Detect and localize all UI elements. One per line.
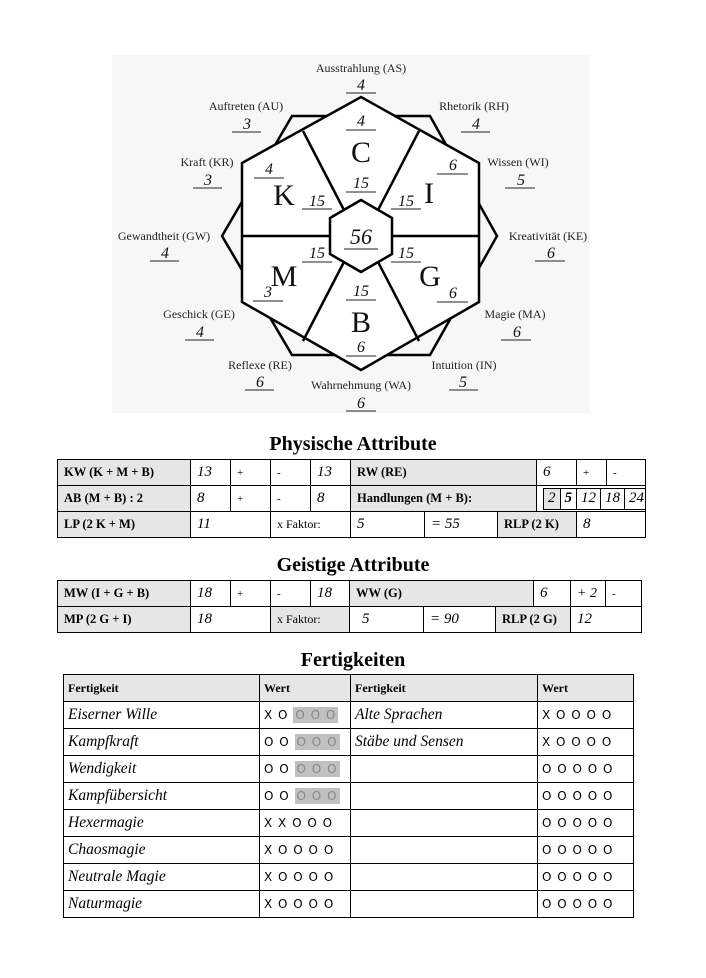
- svg-text:5: 5: [459, 374, 467, 391]
- group-c-value: 4: [357, 113, 365, 130]
- svg-text:6: 6: [357, 395, 365, 412]
- mp-factor-label: x Faktor:: [271, 607, 350, 633]
- kw-total[interactable]: 13: [311, 460, 351, 486]
- group-g-value: 6: [449, 285, 457, 302]
- lp-row: [58, 512, 646, 538]
- group-b-letter: B: [350, 306, 372, 339]
- skill-name-right[interactable]: [351, 783, 538, 810]
- svg-text:6: 6: [513, 324, 521, 341]
- group-g-letter: G: [419, 260, 441, 293]
- attr-intuition: [432, 358, 497, 391]
- skill-marks-left[interactable]: [260, 891, 351, 918]
- skill-marks-right[interactable]: O O O O O: [538, 756, 634, 783]
- mental-rlp-value[interactable]: 12: [571, 607, 642, 633]
- group-k-letter: K: [273, 179, 295, 212]
- rw-base[interactable]: 6: [537, 460, 577, 486]
- ab-label: AB (M + B) : 2: [58, 486, 191, 512]
- skill-marks-left[interactable]: [260, 756, 351, 783]
- svg-text:Wahrnehmung (WA): Wahrnehmung (WA): [310, 378, 412, 392]
- skill-marks-locked: O O O: [296, 735, 338, 749]
- skills-title: Fertigkeiten: [300, 649, 406, 671]
- header-value-left: Wert: [260, 675, 351, 702]
- group-m-value: 3: [264, 284, 272, 301]
- skills-table: [63, 674, 634, 918]
- skill-marks-open[interactable]: X O O O O: [264, 897, 335, 911]
- skill-row: [64, 810, 634, 837]
- svg-text:6: 6: [547, 245, 555, 262]
- attr-kraft: [181, 155, 234, 189]
- svg-text:Intuition (IN): Intuition (IN): [431, 358, 497, 372]
- lp-factor-label: x Faktor:: [271, 512, 351, 538]
- svg-text:Auftreten (AU): Auftreten (AU): [208, 99, 284, 113]
- mp-result: = 90: [424, 607, 496, 633]
- svg-text:4: 4: [196, 324, 204, 341]
- attr-rhetorik: [439, 99, 509, 133]
- mw-base[interactable]: 18: [191, 581, 231, 607]
- svg-text:Reflexe (RE): Reflexe (RE): [228, 358, 292, 372]
- skill-name-left[interactable]: Hexermagie: [64, 810, 260, 837]
- skill-marks-open[interactable]: O O: [264, 735, 290, 749]
- svg-text:3: 3: [243, 116, 251, 133]
- mental-table: [57, 580, 642, 633]
- svg-text:Magie (MA): Magie (MA): [484, 307, 546, 321]
- lp-result: = 55: [425, 512, 498, 538]
- ww-base[interactable]: 6: [534, 581, 571, 607]
- group-g-sum: 15: [398, 245, 414, 262]
- group-b-value: 6: [357, 339, 365, 356]
- mw-label: MW (I + G + B): [58, 581, 191, 607]
- svg-text:6: 6: [256, 374, 264, 391]
- ww-plus[interactable]: + 2: [571, 581, 606, 607]
- skill-marks-open[interactable]: O O: [264, 762, 290, 776]
- ww-minus[interactable]: -: [606, 581, 642, 607]
- skill-name-left[interactable]: Neutrale Magie: [64, 864, 260, 891]
- mp-base[interactable]: 18: [191, 607, 271, 633]
- mw-plus[interactable]: +: [231, 581, 271, 607]
- attr-reflexe: [228, 358, 292, 391]
- skill-marks-right[interactable]: X O O O O: [538, 729, 634, 756]
- svg-text:4: 4: [161, 245, 169, 262]
- skill-marks-left[interactable]: [260, 729, 351, 756]
- skill-name-left[interactable]: Chaosmagie: [64, 837, 260, 864]
- skill-marks-right[interactable]: O O O O O: [538, 837, 634, 864]
- skill-marks-open[interactable]: X O O O O: [264, 843, 335, 857]
- skill-marks-locked: O O O: [296, 762, 338, 776]
- kw-label: KW (K + M + B): [58, 460, 191, 486]
- ab-row: [58, 486, 646, 512]
- center-total: 56: [350, 224, 372, 249]
- handlung-2[interactable]: 5: [560, 488, 577, 509]
- ab-base[interactable]: 8: [191, 486, 231, 512]
- skill-name-right[interactable]: Alte Sprachen: [351, 702, 538, 729]
- mw-row: [58, 581, 642, 607]
- attr-auftreten: [209, 99, 283, 133]
- mw-minus[interactable]: -: [271, 581, 311, 607]
- skill-name-right[interactable]: [351, 864, 538, 891]
- handlungen-boxes: [543, 488, 646, 510]
- svg-text:Rhetorik (RH): Rhetorik (RH): [439, 99, 509, 113]
- skill-name-right[interactable]: [351, 891, 538, 918]
- skill-marks-right[interactable]: O O O O O: [538, 864, 634, 891]
- mp-label: MP (2 G + I): [58, 607, 191, 633]
- skill-row: [64, 864, 634, 891]
- header-skill-left: Fertigkeit: [64, 675, 260, 702]
- attr-kreativitaet: [509, 229, 587, 262]
- group-c-sum: 15: [353, 175, 369, 192]
- skill-marks-open[interactable]: X X O O O: [264, 816, 334, 830]
- skill-name-right[interactable]: [351, 810, 538, 837]
- rw-minus[interactable]: -: [607, 460, 646, 486]
- skill-name-left[interactable]: Kampfübersicht: [64, 783, 260, 810]
- svg-text:Kreativität (KE): Kreativität (KE): [508, 229, 588, 243]
- ab-total[interactable]: 8: [311, 486, 351, 512]
- physical-table: [57, 459, 646, 538]
- group-i-letter: I: [424, 177, 434, 210]
- group-c-letter: C: [350, 136, 372, 169]
- rlp-value[interactable]: 8: [577, 512, 646, 538]
- mental-title: Geistige Attribute: [276, 554, 430, 576]
- skill-marks-right[interactable]: O O O O O: [538, 810, 634, 837]
- skill-marks-left[interactable]: [260, 783, 351, 810]
- skills-header-row: [64, 675, 634, 702]
- skill-marks-left[interactable]: [260, 702, 351, 729]
- skill-marks-left[interactable]: [260, 837, 351, 864]
- kw-row: [58, 460, 646, 486]
- skill-marks-open[interactable]: X O O O O: [264, 870, 335, 884]
- group-k-value: 4: [265, 161, 273, 178]
- skill-row: [64, 891, 634, 918]
- rw-plus[interactable]: +: [577, 460, 607, 486]
- skill-marks-open[interactable]: X O: [264, 708, 289, 722]
- skill-name-right[interactable]: [351, 756, 538, 783]
- svg-text:Kraft (KR): Kraft (KR): [180, 155, 234, 169]
- attr-ausstrahlung: [316, 61, 406, 94]
- header-skill-right: Fertigkeit: [351, 675, 538, 702]
- attr-wahrnehmung: [311, 378, 411, 412]
- physical-title: Physische Attribute: [269, 433, 437, 455]
- rlp-label: RLP (2 K): [498, 512, 577, 538]
- handlung-5[interactable]: 24: [625, 488, 646, 509]
- skill-marks-left[interactable]: [260, 864, 351, 891]
- group-m-letter: M: [270, 260, 298, 293]
- skill-name-left[interactable]: Naturmagie: [64, 891, 260, 918]
- group-b-sum: 15: [353, 283, 369, 300]
- attr-magie: [485, 307, 546, 341]
- kw-minus[interactable]: -: [271, 460, 311, 486]
- handlung-3[interactable]: 12: [577, 488, 601, 509]
- skill-row: [64, 729, 634, 756]
- kw-plus[interactable]: +: [231, 460, 271, 486]
- rw-label: RW (RE): [351, 460, 537, 486]
- mw-total[interactable]: 18: [311, 581, 350, 607]
- mp-row: [58, 607, 642, 633]
- group-m-sum: 15: [309, 245, 325, 262]
- svg-text:Ausstrahlung (AS): Ausstrahlung (AS): [315, 61, 407, 75]
- skill-marks-right[interactable]: O O O O O: [538, 891, 634, 918]
- skill-marks-left[interactable]: [260, 810, 351, 837]
- ab-minus[interactable]: -: [271, 486, 311, 512]
- handlungen-cell: [537, 486, 646, 512]
- ww-label: WW (G): [350, 581, 534, 607]
- skill-row: [64, 837, 634, 864]
- skill-name-right[interactable]: Stäbe und Sensen: [351, 729, 538, 756]
- header-value-right: Wert: [538, 675, 634, 702]
- skill-name-left[interactable]: Eiserner Wille: [64, 702, 260, 729]
- svg-text:5: 5: [517, 172, 525, 189]
- skill-marks-locked: O O O: [295, 708, 337, 722]
- svg-text:Gewandtheit (GW): Gewandtheit (GW): [117, 229, 211, 243]
- skill-marks-right[interactable]: O O O O O: [538, 783, 634, 810]
- svg-text:3: 3: [204, 172, 212, 189]
- kw-base[interactable]: 13: [191, 460, 231, 486]
- mental-rlp-label: RLP (2 G): [496, 607, 571, 633]
- lp-factor[interactable]: 5: [351, 512, 425, 538]
- ab-plus[interactable]: +: [231, 486, 271, 512]
- skill-row: [64, 702, 634, 729]
- skill-marks-locked: O O O: [296, 789, 338, 803]
- svg-text:Geschick (GE): Geschick (GE): [163, 307, 235, 321]
- handlungen-label: Handlungen (M + B):: [351, 486, 537, 512]
- mp-factor[interactable]: 5: [350, 607, 424, 633]
- skill-row: [64, 783, 634, 810]
- svg-text:4: 4: [472, 116, 480, 133]
- skill-name-left[interactable]: Kampfkraft: [64, 729, 260, 756]
- attr-wissen: [487, 155, 548, 189]
- group-k-sum: 15: [309, 193, 325, 210]
- group-i-value: 6: [449, 157, 457, 174]
- group-i-sum: 15: [398, 193, 414, 210]
- skill-marks-right[interactable]: X O O O O: [538, 702, 634, 729]
- lp-base[interactable]: 11: [191, 512, 271, 538]
- skill-row: [64, 756, 634, 783]
- skill-name-left[interactable]: Wendigkeit: [64, 756, 260, 783]
- svg-text:4: 4: [357, 77, 365, 94]
- attr-gewandtheit: [118, 229, 210, 262]
- handlung-1[interactable]: 2: [544, 488, 561, 509]
- handlung-4[interactable]: 18: [601, 488, 625, 509]
- skill-marks-open[interactable]: O O: [264, 789, 290, 803]
- attribute-diagram: [0, 0, 706, 430]
- attr-geschick: [163, 307, 235, 341]
- lp-label: LP (2 K + M): [58, 512, 191, 538]
- svg-text:Wissen (WI): Wissen (WI): [487, 155, 549, 169]
- skill-name-right[interactable]: [351, 837, 538, 864]
